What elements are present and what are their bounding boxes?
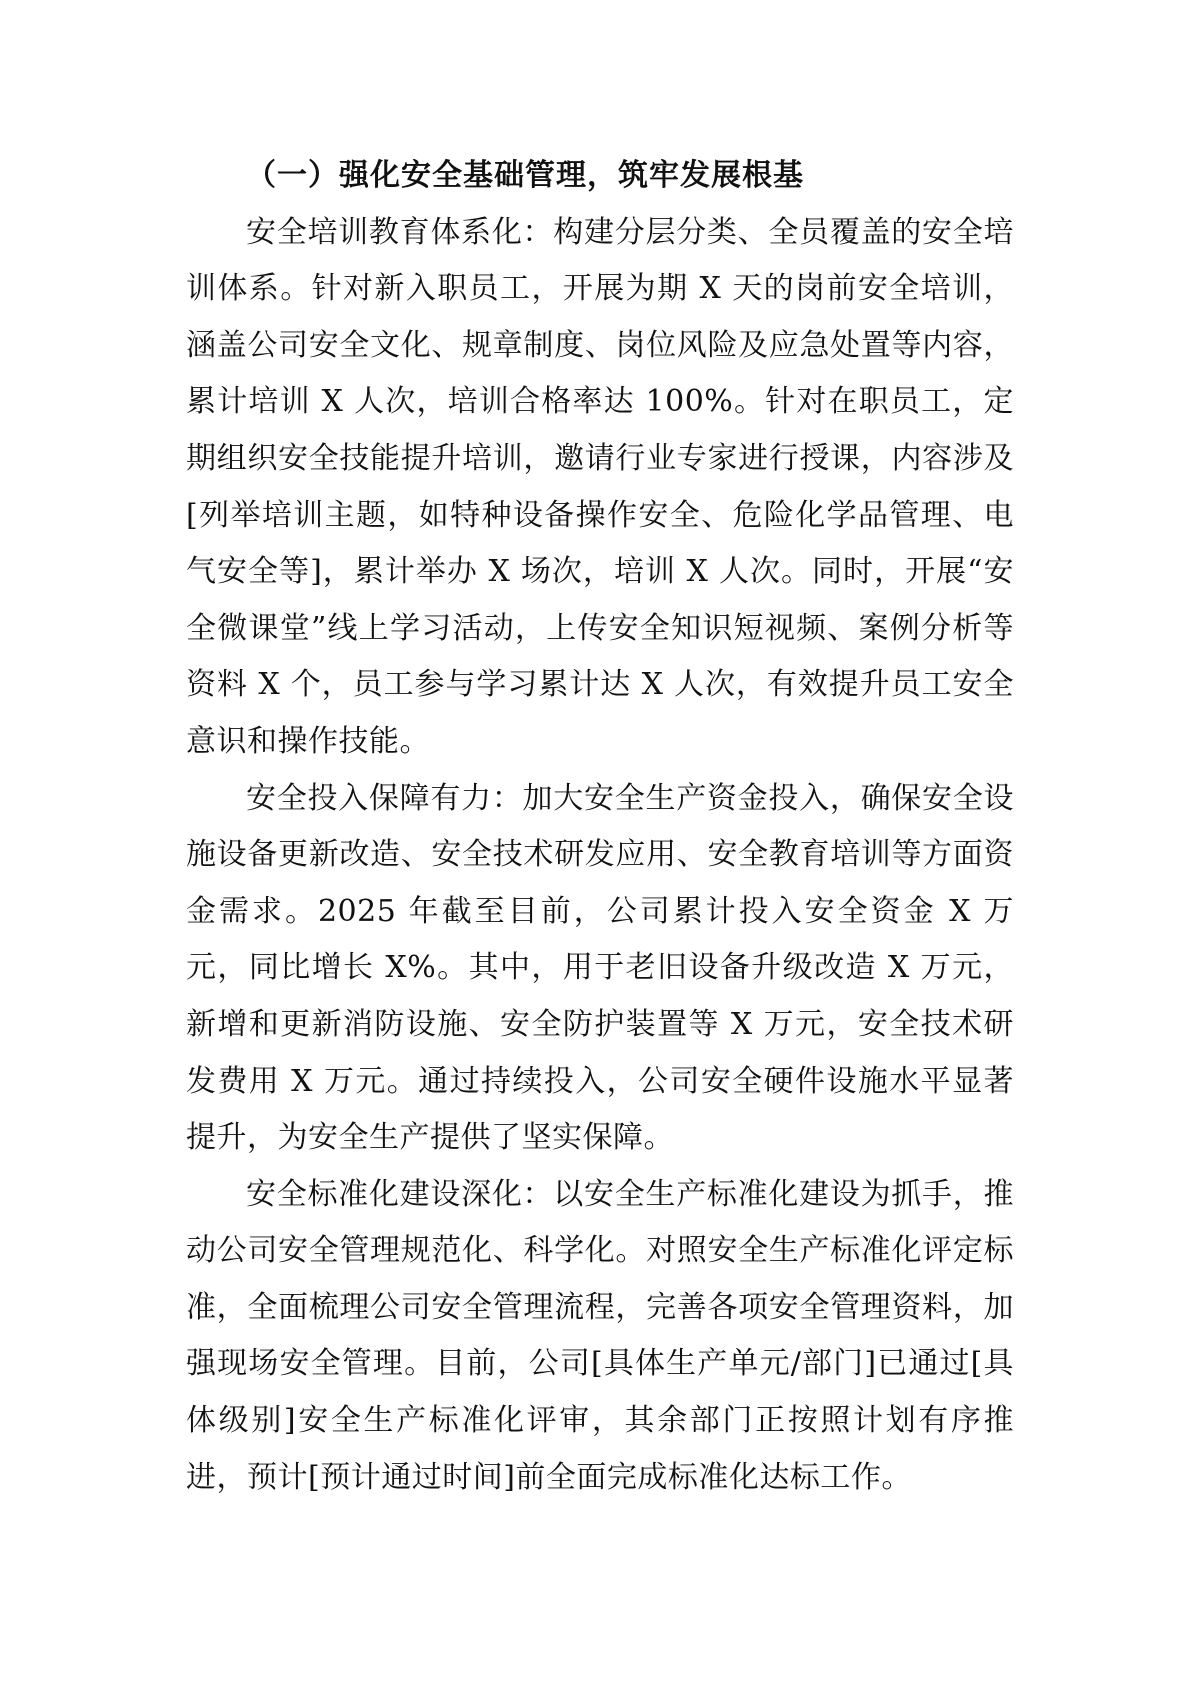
document-body xyxy=(186,148,1014,1506)
section-heading: （一）强化安全基础管理，筑牢发展根基 xyxy=(246,158,804,193)
paragraph-safety-standardization: 安全标准化建设深化：以安全生产标准化建设为抓手，推动公司安全管理规范化、科学化。对照安全生产标准化评定标准，全面梳理公司安全管理流程，完善各项安全管理资料，加强现场安全管理。目前，公司[具体生产单元/部门]已通过[具体级别]安全生产标准化评审，其余部门正按照计划有序推进，预计[预计通过时间]前全面完成标准化达标工作。 xyxy=(186,1176,1014,1495)
paragraph-safety-training: 安全培训教育体系化：构建分层分类、全员覆盖的安全培训体系。针对新入职员工，开展为期 X 天的岗前安全培训，涵盖公司安全文化、规章制度、岗位风险及应急处置等内容，累计培训 X 人次，培训合格率达 100%。针对在职员工，定期组织安全技能提升培训，邀请行业专家进行授课，内容涉及[列举培训主题，如特种设备操作安全、危险化学品管理、电气安全等]，累计举办 X 场次，培训 X 人次。同时，开展“安全微课堂”线上学习活动，上传安全知识短视频、案例分析等资料 X 个，员工参与学习累计达 X 人次，有效提升员工安全意识和操作技能。 xyxy=(186,214,1014,759)
paragraph-safety-investment: 安全投入保障有力：加大安全生产资金投入，确保安全设施设备更新改造、安全技术研发应用、安全教育培训等方面资金需求。2025 年截至目前，公司累计投入安全资金 X 万元，同比增长 X%。其中，用于老旧设备升级改造 X 万元，新增和更新消防设施、安全防护装置等 X 万元，安全技术研发费用 X 万元。通过持续投入，公司安全硬件设施水平显著提升，为安全生产提供了坚实保障。 xyxy=(186,780,1014,1156)
